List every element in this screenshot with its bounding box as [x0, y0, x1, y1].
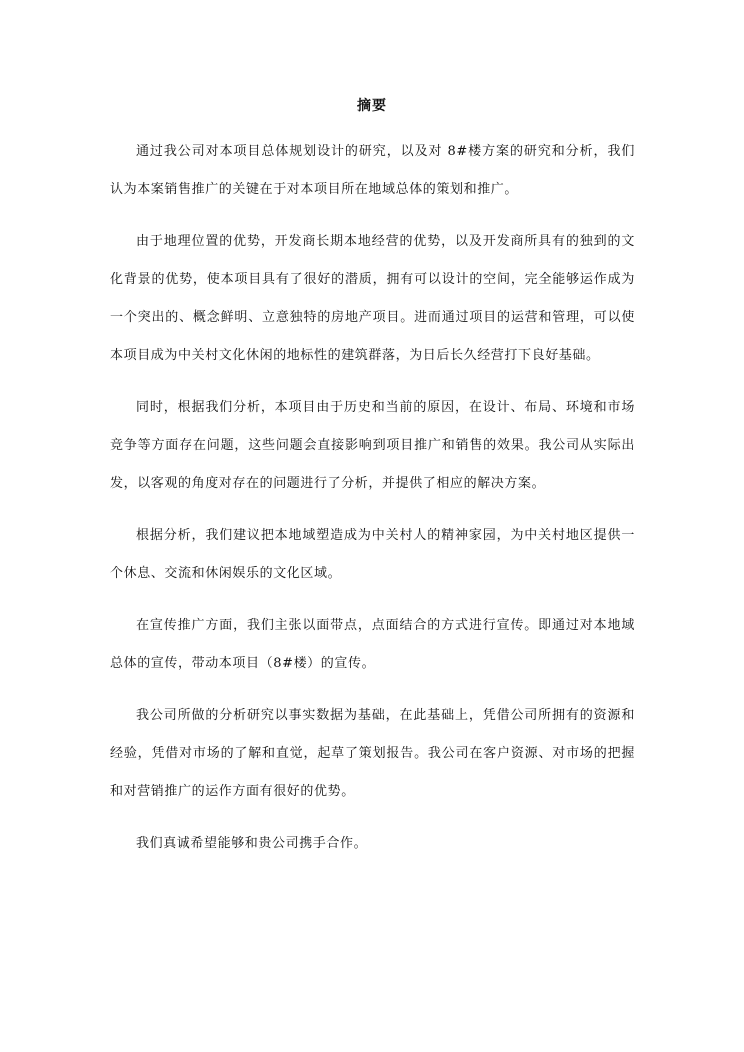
- paragraph-closing: 我们真诚希望能够和贵公司携手合作。: [136, 836, 368, 851]
- paragraph-capabilities: 我公司所做的分析研究以事实数据为基础，在此基础上，凭借公司所拥有的资源和经验，凭借对市场的了解和直觉，起草了策划报告。我公司在客户资源、对市场的把握和对营销推广的运作方面有很好的优势。: [110, 708, 635, 799]
- document-body: [110, 133, 635, 877]
- paragraph-recommendation: 根据分析，我们建议把本地域塑造成为中关村人的精神家园，为中关村地区提供一个休息、交流和休闲娱乐的文化区域。: [110, 528, 635, 581]
- document-title: 摘要: [357, 98, 387, 114]
- paragraph-problems: 同时，根据我们分析，本项目由于历史和当前的原因，在设计、布局、环境和市场竞争等方面存在问题，这些问题会直接影响到项目推广和销售的效果。我公司从实际出发，以客观的角度对存在的问题进行了分析，并提供了相应的解决方案。: [110, 400, 635, 491]
- paragraph-advantages: 由于地理位置的优势，开发商长期本地经营的优势，以及开发商所具有的独到的文化背景的优势，使本项目具有了很好的潜质，拥有可以设计的空间，完全能够运作成为一个突出的、概念鲜明、立意独特的房地产项目。进而通过项目的运营和管理，可以使本项目成为中关村文化休闲的地标性的建筑群落，为日后长久经营打下良好基础。: [110, 234, 635, 363]
- paragraph-promotion: 在宣传推广方面，我们主张以面带点，点面结合的方式进行宣传。即通过对本地域总体的宣传，带动本项目（8#楼）的宣传。: [110, 618, 635, 671]
- paragraph-intro: 通过我公司对本项目总体规划设计的研究，以及对 8#楼方案的研究和分析，我们认为本案销售推广的关键在于对本项目所在地域总体的策划和推广。: [110, 144, 635, 197]
